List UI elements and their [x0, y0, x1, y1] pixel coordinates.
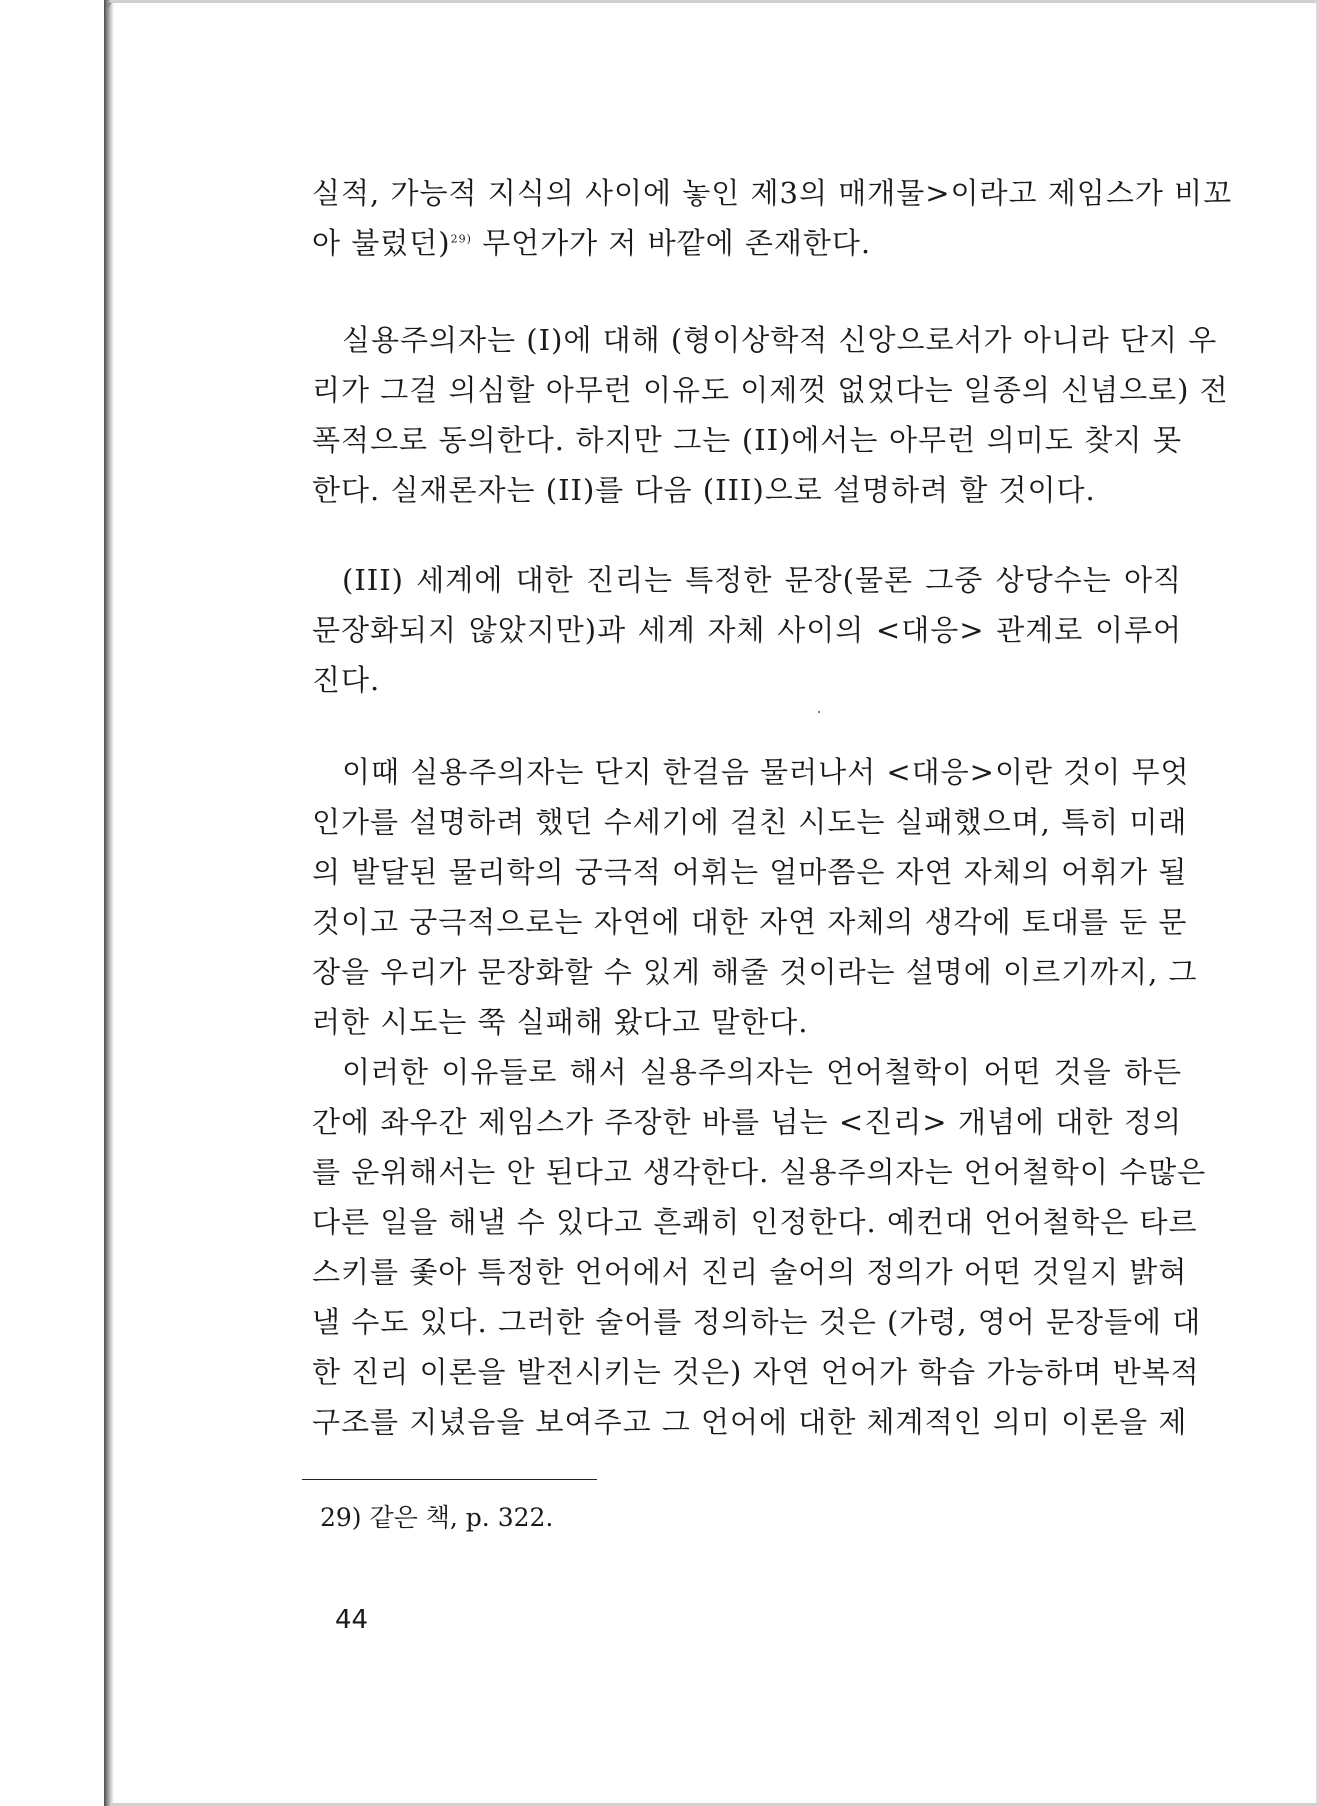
- text-line: 실용주의자는 (I)에 대해 (형이상학적 신앙으로서가 아니라 단지 우: [342, 323, 1218, 357]
- text-line: 폭적으로 동의한다. 하지만 그는 (II)에서는 아무런 의미도 찾지 못: [312, 423, 1182, 457]
- text-line: 이러한 이유들로 해서 실용주의자는 언어철학이 어떤 것을 하든: [342, 1055, 1182, 1089]
- footnote: 29) 같은 책, p. 322.: [320, 1503, 554, 1532]
- text-line: 한 진리 이론을 발전시키는 것은) 자연 언어가 학습 가능하며 반복적: [312, 1355, 1200, 1389]
- text-line: 이때 실용주의자는 단지 한걸음 물러나서 <대응>이란 것이 무엇: [342, 755, 1190, 789]
- footnote-reference[interactable]: 29): [450, 232, 472, 246]
- text-fragment: 아 불렀던): [312, 226, 451, 260]
- text-line: 한다. 실재론자는 (II)를 다음 (III)으로 설명하려 할 것이다.: [312, 473, 1096, 507]
- text-line: 리가 그걸 의심할 아무런 이유도 이제껏 없었다는 일종의 신념으로) 전: [312, 373, 1229, 407]
- paragraph-pragmatist: [312, 315, 1229, 515]
- text-line: (III) 세계에 대한 진리는 특정한 문장(물론 그중 상당수는 아직: [342, 563, 1182, 597]
- text-line: 낼 수도 있다. 그러한 술어를 정의하는 것은 (가령, 영어 문장들에 대: [312, 1305, 1202, 1339]
- text-line: 간에 좌우간 제임스가 주장한 바를 넘는 <진리> 개념에 대한 정의: [312, 1105, 1182, 1139]
- footnote-divider: [302, 1479, 597, 1480]
- scan-speck: [818, 711, 820, 713]
- text-line: 를 운위해서는 안 된다고 생각한다. 실용주의자는 언어철학이 수많은: [312, 1155, 1207, 1189]
- text-line: 장을 우리가 문장화할 수 있게 해줄 것이라는 설명에 이르기까지, 그: [312, 955, 1198, 989]
- text-line: 러한 시도는 쭉 실패해 왔다고 말한다.: [312, 1005, 809, 1039]
- text-line: 진다.: [312, 663, 381, 697]
- paragraph-main: [312, 747, 1207, 1447]
- text-line: 다른 일을 해낼 수 있다고 흔쾌히 인정한다. 예컨대 언어철학은 타르: [312, 1205, 1198, 1239]
- page-edge-top: [110, 0, 1319, 3]
- text-line: [312, 218, 1182, 268]
- text-fragment: 무언가가 저 바깥에 존재한다.: [471, 226, 872, 260]
- paragraph-thesis-3: [312, 555, 1182, 705]
- text-line: 실적, 가능적 지식의 사이에 놓인 제3의 매개물>이라고 제임스가 비꼬: [312, 176, 1233, 210]
- text-line: 구조를 지녔음을 보여주고 그 언어에 대한 체계적인 의미 이론을 제: [312, 1405, 1188, 1439]
- page-binding-shadow: [104, 0, 114, 1806]
- text-line: 것이고 궁극적으로는 자연에 대한 자연 자체의 생각에 토대를 둔 문: [312, 905, 1188, 939]
- text-line: 문장화되지 않았지만)과 세계 자체 사이의 <대응> 관계로 이루어: [312, 613, 1182, 647]
- text-line: 스키를 좇아 특정한 언어에서 진리 술어의 정의가 어떤 것일지 밝혀: [312, 1255, 1188, 1289]
- text-line: 의 발달된 물리학의 궁극적 어휘는 얼마쯤은 자연 자체의 어휘가 될: [312, 855, 1188, 889]
- paragraph-intro: [312, 168, 1233, 268]
- text-line: 인가를 설명하려 했던 수세기에 걸친 시도는 실패했으며, 특히 미래: [312, 805, 1188, 839]
- page-number: 44: [335, 1605, 369, 1635]
